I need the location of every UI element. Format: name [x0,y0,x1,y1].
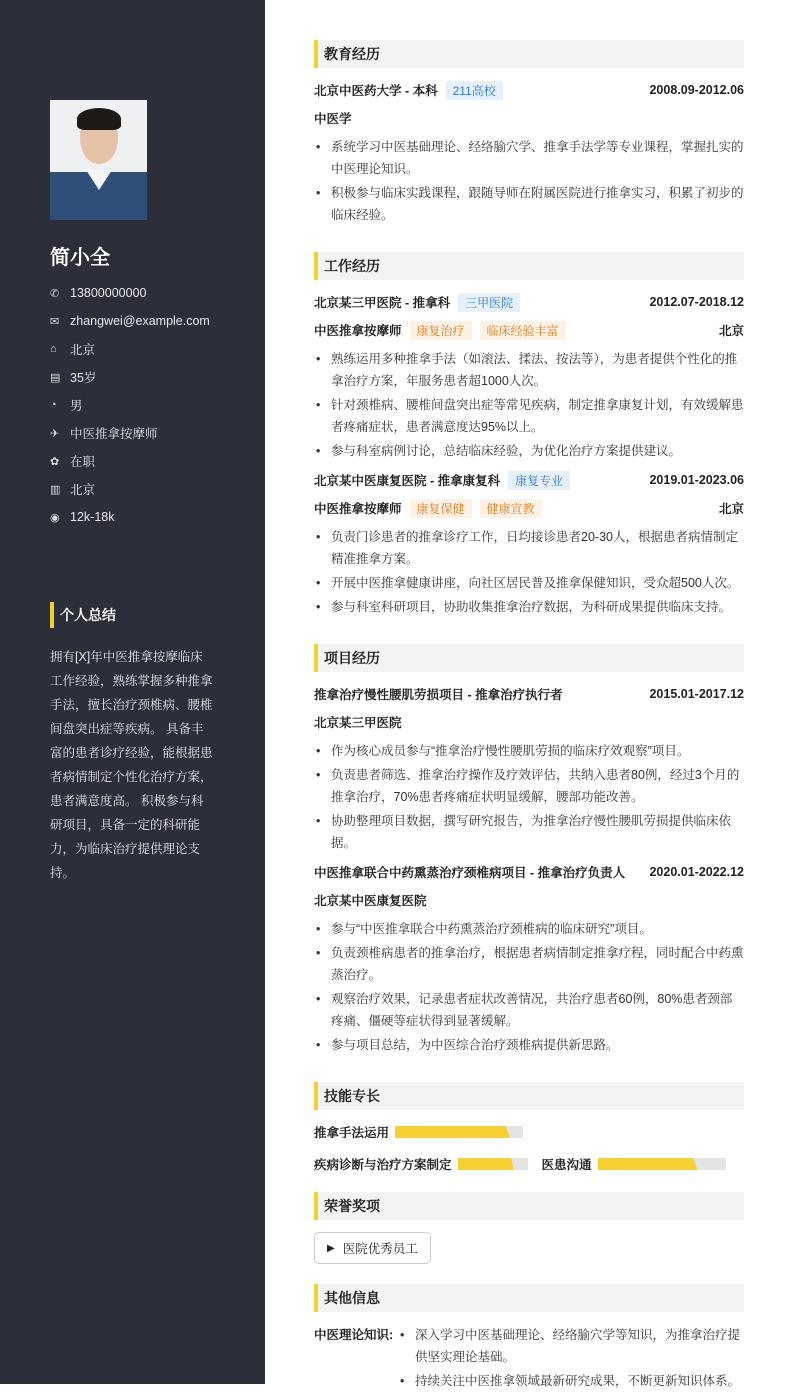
work-item [314,470,744,618]
section-title: 教育经历 [314,40,744,68]
skill-bar [458,1158,528,1170]
project-name: 中医推拿联合中药熏蒸治疗颈椎病项目 - 推拿治疗负责人 [314,866,626,880]
award-badge[interactable] [314,1232,431,1264]
info-text: 12k-18k [70,510,115,524]
skill-item [314,1122,523,1142]
company-tag: 三甲医院 [458,293,520,312]
date: 2012.07-2018.12 [649,295,744,309]
info-row [50,475,250,503]
info-row [50,391,250,419]
bullet-item: • 观察治疗效果，记录患者症状改善情况，共治疗患者60例，80%患者颈部疼痛、僵硬等症状得到显著缓解。 [314,988,744,1032]
info-text: zhangwei@example.com [70,314,210,328]
bullet-item: • 系统学习中医基础理论、经络腧穴学、推拿手法学等专业课程，掌握扎实的中医理论知识。 [314,136,744,180]
phone-icon: ✆ [50,287,60,300]
bullet-item: • 开展中医推拿健康讲座，向社区居民普及推拿保健知识，受众超500人次。 [314,572,744,594]
info-text: 北京 [70,343,96,357]
company: 北京某中医康复医院 - 推拿康复科 [314,474,501,488]
bullet-item: • 熟练运用多种推拿手法（如滚法、揉法、按法等），为患者提供个性化的推拿治疗方案，年服务患者超1000人次。 [314,348,744,392]
item-header [314,684,744,704]
item-header [314,108,744,128]
info-row [50,307,250,335]
project-name: 推拿治疗慢性腰肌劳损项目 - 推拿治疗执行者 [314,688,563,702]
skill-name: 疾病诊断与治疗方案制定 [314,1158,452,1172]
bullet-list [314,526,744,618]
skill-name: 医患沟通 [541,1158,592,1172]
salary-icon: ◉ [50,511,60,524]
mail-icon: ✉ [50,315,60,328]
bullet-item: • 参与科室病例讨论，总结临床经验，为优化治疗方案提供建议。 [314,440,744,462]
item-header [314,292,744,312]
section-title: 工作经历 [314,252,744,280]
bullet-item: • 针对颈椎病、腰椎间盘突出症等常见疾病，制定推拿康复计划，有效缓解患者疼痛症状，患者满意度达95%以上。 [314,394,744,438]
skill-tag: 健康宣教 [480,499,542,518]
date: 2019.01-2023.06 [649,473,744,487]
section-title: 其他信息 [314,1284,744,1312]
summary-text: 拥有[X]年中医推拿按摩临床工作经验，熟练掌握多种推拿手法，擅长治疗颈椎病、腰椎间盘突出症等疾病。 具备丰富的患者诊疗经验，能根据患者病情制定个性化治疗方案，患者满意度高。 积极参与科研项目，具备一定的科研能力，为临床治疗提供理论支持。 [50,650,213,880]
item-header [314,470,744,490]
section-title: 项目经历 [314,644,744,672]
skill-tag: 临床经验丰富 [480,321,566,340]
section-title: 技能专长 [314,1082,744,1110]
gender-icon: ◔ [50,399,57,411]
item-header [314,498,744,518]
role: 中医推拿按摩师 [314,324,402,338]
item-header [314,320,744,340]
award-name: 医院优秀员工 [342,1242,418,1256]
date: 2008.09-2012.06 [649,83,744,97]
skill-bar-fill [395,1126,510,1138]
building-icon: ▥ [50,483,61,496]
item-header [314,712,744,732]
skill-bar-fill [598,1158,698,1170]
project-org: 北京某三甲医院 [314,716,402,730]
home-icon: ⌂ [50,343,57,355]
profile-name: 简小全 [50,247,110,269]
skill-bar [395,1126,523,1138]
item-header-left [314,685,563,703]
item-header-left [314,109,352,127]
play-icon: ▶ [327,1242,335,1254]
bullet-item: • 积极参与临床实践课程，跟随导师在附属医院进行推拿实习，积累了初步的临床经验。 [314,182,744,226]
skill-bar [598,1158,726,1170]
bullet-item: • 参与“中医推拿联合中药熏蒸治疗颈椎病的临床研究”项目。 [314,918,744,940]
bullet-item: • 参与科室科研项目，协助收集推拿治疗数据，为科研成果提供临床支持。 [314,596,744,618]
skills-list [314,1122,744,1174]
info-row [50,447,250,475]
company: 北京某三甲医院 - 推拿科 [314,296,451,310]
city: 北京 [718,324,744,338]
bullet-item: • 协助整理项目数据，撰写研究报告，为推拿治疗慢性腰肌劳损提供临床依据。 [314,810,744,854]
info-text: 中医推拿按摩师 [70,427,158,441]
date: 2015.01-2017.12 [649,687,744,701]
role: 中医推拿按摩师 [314,502,402,516]
info-row [50,335,250,363]
skill-tag: 康复治疗 [410,321,472,340]
work-item [314,292,744,462]
major: 中医学 [314,112,352,126]
project-item [314,684,744,854]
skill-tag: 康复保健 [410,499,472,518]
project-org: 北京某中医康复医院 [314,894,427,908]
item-header-left [314,321,566,340]
main-content [314,40,744,1394]
skill-item [314,1154,528,1174]
item-header-left [314,891,427,909]
info-row [50,279,250,307]
school-tag: 211高校 [446,81,503,100]
bullet-item: • 负责门诊患者的推拿诊疗工作，日均接诊患者20-30人，根据患者病情制定精准推拿方案。 [314,526,744,570]
item-header [314,80,744,100]
info-row [50,419,250,447]
item-header-left [314,81,503,100]
contact-info [50,279,250,531]
bullet-item: • 作为核心成员参与“推拿治疗慢性腰肌劳损的临床疗效观察”项目。 [314,740,744,762]
info-text: 男 [70,399,83,413]
item-header [314,890,744,910]
skill-name: 推拿手法运用 [314,1126,390,1140]
bullet-list [314,918,744,1056]
date: 2020.01-2022.12 [649,865,744,879]
job-icon: ✈ [50,427,60,440]
bullet-item: • 持续关注中医推拿领域最新研究成果，不断更新知识体系。 [398,1370,744,1392]
school-name: 北京中医药大学 - 本科 [314,84,438,98]
status-icon: ✿ [50,455,60,468]
spacer [314,234,744,252]
item-header [314,862,744,882]
bullet-list [314,136,744,226]
bullet-item: • 参与项目总结，为中医综合治疗颈椎病提供新思路。 [314,1034,744,1056]
item-header-left [314,499,542,518]
company-tag: 康复专业 [508,471,570,490]
other-label: 中医理论知识: [314,1328,394,1342]
bullet-item: • 负责颈椎病患者的推拿治疗，根据患者病情制定推拿疗程，同时配合中药熏蒸治疗。 [314,942,744,986]
item-header-left [314,471,570,490]
info-text: 35岁 [70,371,97,385]
summary-title: 个人总结 [50,602,116,628]
info-row [50,363,250,391]
sidebar [0,0,265,1384]
skill-item [542,1154,726,1174]
item-header-left [314,293,520,312]
avatar [50,100,147,220]
info-text: 在职 [70,455,96,469]
bullet-item: • 深入学习中医基础理论、经络腧穴学等知识，为推拿治疗提供坚实理论基础。 [398,1324,744,1368]
bullet-item: • 负责患者筛选、推拿治疗操作及疗效评估，共纳入患者80例，经过3个月的推拿治疗，70%患者疼痛症状明显缓解，腰部功能改善。 [314,764,744,808]
project-item [314,862,744,1056]
bullet-list [314,348,744,462]
education-item [314,80,744,226]
info-text: 北京 [70,483,96,497]
section-title: 荣誉奖项 [314,1192,744,1220]
info-row [50,503,250,531]
age-icon: ▤ [50,371,61,384]
city: 北京 [718,502,744,516]
info-text: 13800000000 [70,286,147,300]
item-header-left [314,713,402,731]
item-header-left [314,863,625,881]
skill-bar-fill [458,1158,514,1170]
bullet-list [314,740,744,854]
